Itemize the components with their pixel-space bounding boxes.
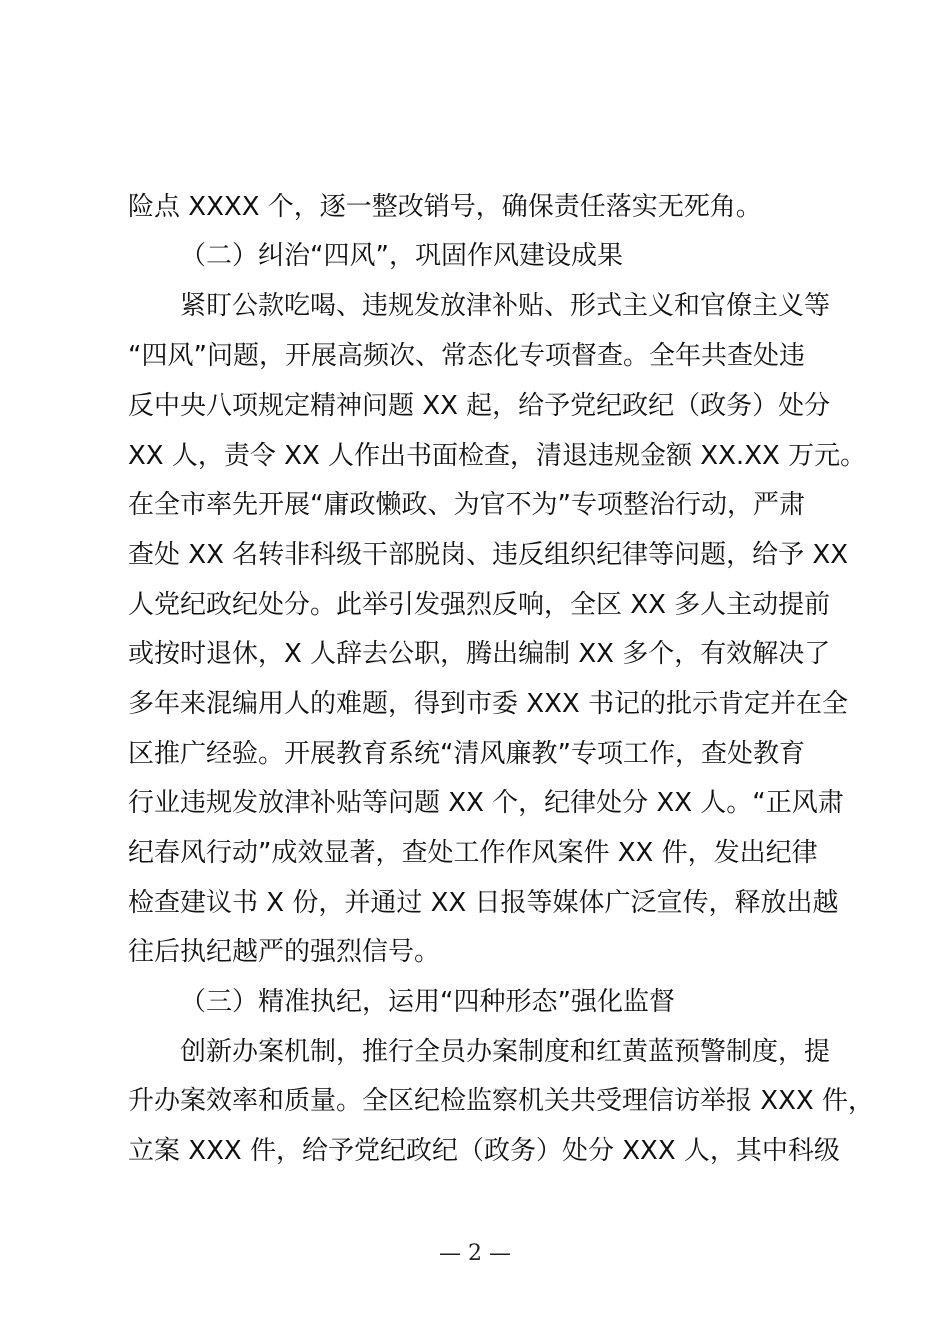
section-heading: （二）纠治“四风”，巩固作风建设成果 [180,241,623,271]
text-line: 纪春风行动”成效显著，查处工作作风案件 XX 件，发出纪律 [128,838,818,868]
text-line: 紧盯公款吃喝、违规发放津补贴、形式主义和官僚主义等 [180,291,831,321]
text-line: XX 人，责令 XX 人作出书面检查，清退违规金额 XX.XX 万元。 [128,441,867,471]
text-line: 往后执纪越严的强烈信号。 [128,937,441,967]
text-line: 反中央八项规定精神问题 XX 起，给予党纪政纪（政务）处分 [128,391,831,421]
text-line: 升办案效率和质量。全区纪检监察机关共受理信访举报 XXX 件， [128,1086,874,1116]
text-line: 行业违规发放津补贴等问题 XX 个，纪律处分 XX 人。“正风肃 [128,788,844,818]
text-line: 区推广经验。开展教育系统“清风廉教”专项工作，查处教育 [128,739,805,769]
text-line: 立案 XXX 件，给予党纪政纪（政务）处分 XXX 人，其中科级 [128,1136,840,1166]
text-line: 多年来混编用人的难题，得到市委 XXX 书记的批示肯定并在全 [128,689,848,719]
text-line: “四风”问题，开展高频次、常态化专项督查。全年共查处违 [128,341,805,371]
text-line: 人党纪政纪处分。此举引发强烈反响，全区 XX 多人主动提前 [128,590,831,620]
text-line: 险点 XXXX 个，逐一整改销号，确保责任落实无死角。 [128,192,762,222]
text-line: 查处 XX 名转非科级干部脱岗、违反组织纪律等问题，给予 XX [128,540,849,570]
page-number: — 2 — [439,1241,511,1266]
text-line: 在全市率先开展“庸政懒政、为官不为”专项整治行动，严肃 [128,490,805,520]
section-heading: （三）精准执纪，运用“四种形态”强化监督 [180,987,675,1017]
text-line: 检查建议书 X 份，并通过 XX 日报等媒体广泛宣传，释放出越 [128,888,839,918]
text-line: 或按时退休，X 人辞去公职，腾出编制 XX 多个，有效解决了 [128,639,831,669]
text-line: 创新办案机制，推行全员办案制度和红黄蓝预警制度，提 [180,1037,831,1067]
